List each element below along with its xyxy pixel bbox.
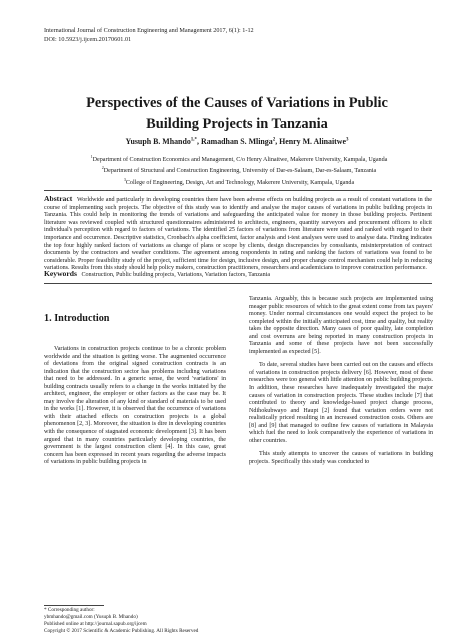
- keywords-label: Keywords: [44, 269, 77, 278]
- footnote-published: Published online at http://journal.sapub.org/ijcem: [44, 621, 147, 627]
- keywords-bottom-rule: [44, 283, 432, 284]
- author-separator: ,: [197, 137, 201, 146]
- abstract-text: Worldwide and particularly in developing countries there have been adverse effects on building projects as a result of constant variations in the course of implementing such projects. The objective of this study was to identify and analyse the major causes of variations in public building projects in Tanzania. This could help in monitoring the trends of variations and safeguarding the anticipated value for money in those building projects. Pertinent literature was reviewed coupled with structured questionnaires administered to architects, engineers, quantity surveyors and procurement officers to elicit individual's perception with regard to factors of variations. The identified 25 factors of variations from literature were rated and ranked with regard to their importance and occurrence. Descriptive statistics, Cronbach's alpha coefficient, factor analysis and t-test analyses were used to analyse data. Finding indicates the top four highly ranked factors of variations as change of plans or scope by clients, design discrepancies by consultants, misinterpretation of contract documents by the contractors and weather conditions. The agreement among respondents in rating and ranking the factors of variations was found to be considerable. Proper feasibility study of the project, sufficient time for design, inclusive design, and proper change control mechanism could help in reducing variations. Results from this study should help policy makers, construction practitioners, researchers and academicians to improve construction performance.: [44, 197, 432, 272]
- author-name: Yusuph B. Mhando: [125, 137, 191, 146]
- author-affiliation-mark: 2: [272, 137, 276, 143]
- affiliation-line: [44, 176, 434, 187]
- keywords: [44, 270, 432, 279]
- affiliation-mark: 2: [101, 165, 104, 171]
- title-line-1: Perspectives of the Causes of Variations in Public: [86, 95, 388, 111]
- footnote-rule: [44, 605, 104, 606]
- author-list: [30, 137, 444, 146]
- left-column: [44, 346, 226, 467]
- footnote-email: ybmhando@gmail.com (Yusuph B. Mhando): [44, 614, 138, 620]
- affiliation-text: College of Engineering, Design, Art and Technology, Makerere University, Kampala, Uganda: [125, 179, 355, 186]
- intro-paragraph: Variations in construction projects continue to be a chronic problem worldwide and the situation is getting worse. The augmented occurrence of deviations from the original signed construction contracts is an indication that the construction sector has problems including variations that need to be addressed. In a generic sense, the word 'variations' in building contracts usually refers to a change in the works initiated by the architect, engineer, the employer or other factors as the case may be. It may involve the alteration of any kind or standard of materials to be used in the works [1]. However, it is observed that the occurrence of variations with their attached effects on construction projects is a global phenomenon [2, 3]. Moreover, the situation is dire in developing countries with the consequence of stagnated economic development [3]. It has been argued that in many countries particularly developing countries, the government is the largest construction client [4]. In this case, great concern has been expressed in recent years regarding the adverse impacts of variations in public building projects in: [44, 346, 226, 466]
- author-name: Ramadhan S. Mlinga: [201, 137, 273, 146]
- author-separator: ,: [275, 137, 280, 146]
- right-column: [249, 296, 433, 466]
- title-line-2: Building Projects in Tanzania: [146, 116, 328, 132]
- footnote: [44, 607, 198, 635]
- affiliation-text: Department of Structural and Construction Engineering, University of Dar-es-Salaam, Dar-es-Salaam, Tanzania: [103, 168, 377, 175]
- footnote-copyright: Copyright © 2017 Scientific & Academic Publishing. All Rights Reserved: [44, 628, 199, 634]
- intro-paragraph: This study attempts to uncover the causes of variations in building projects. Specifically this study was conducted to: [249, 451, 433, 465]
- affiliation-line: [44, 153, 434, 164]
- affiliation-text: Department of Construction Economics and Management, C/o Henry Alinaitwe, Makerere University, Kampala, Uganda: [92, 157, 388, 164]
- author-name: Henry M. Alinaitwe: [279, 137, 346, 146]
- intro-paragraph: Tanzania. Arguably, this is because such projects are implemented using meager public resources of which to the great extent come from tax payers' money. Under normal circumstances one would expect the project to be completed within the initially anticipated cost, time and quality, but reality takes the opposite direction. Many cases of poor quality, late completion and cost overruns are being reported in many construction projects in Tanzania and some of these projects have not been successfully implemented as expected [5].: [249, 296, 433, 355]
- affiliation-mark: 3: [123, 176, 126, 182]
- keywords-text: Construction, Public building projects, Variations, Variation factors, Tanzania: [81, 272, 271, 278]
- journal-citation: International Journal of Construction Engineering and Management 2017, 6(1): 1-12: [44, 27, 254, 34]
- abstract: [44, 195, 432, 273]
- doi: DOI: 10.5923/j.ijcem.20170601.01: [44, 35, 132, 43]
- abstract-top-rule: [44, 190, 432, 191]
- abstract-label: Abstract: [44, 194, 73, 203]
- affiliation-line: [44, 164, 434, 175]
- paper-title: [30, 93, 444, 135]
- affiliation-mark: 1: [90, 154, 93, 159]
- author-affiliation-mark: 1,*: [190, 137, 198, 143]
- section-heading-introduction: 1. Introduction: [44, 313, 110, 324]
- affiliations: [44, 153, 434, 187]
- author-affiliation-mark: 3: [346, 137, 349, 143]
- journal-header: [44, 27, 254, 44]
- intro-paragraph: To date, several studies have been carried out on the causes and effects of variations in construction projects delivery [6]. However, most of these researches were too general with little attention on public building projects. In addition, these researches have inadequately investigated the major causes of variation in construction projects. These studies include [7] that contributed to theory and knowledge-based project change process, Ndihokubwayo and Haupt [2] found that variation orders were not realistically priced resulting in an increased construction costs. Others are [8] and [9] that managed to outline few causes of variations in Malaysia which fuel the need to look comparatively the experience of variations in other countries.: [249, 362, 433, 444]
- footnote-corresponding: * Corresponding author:: [44, 607, 95, 613]
